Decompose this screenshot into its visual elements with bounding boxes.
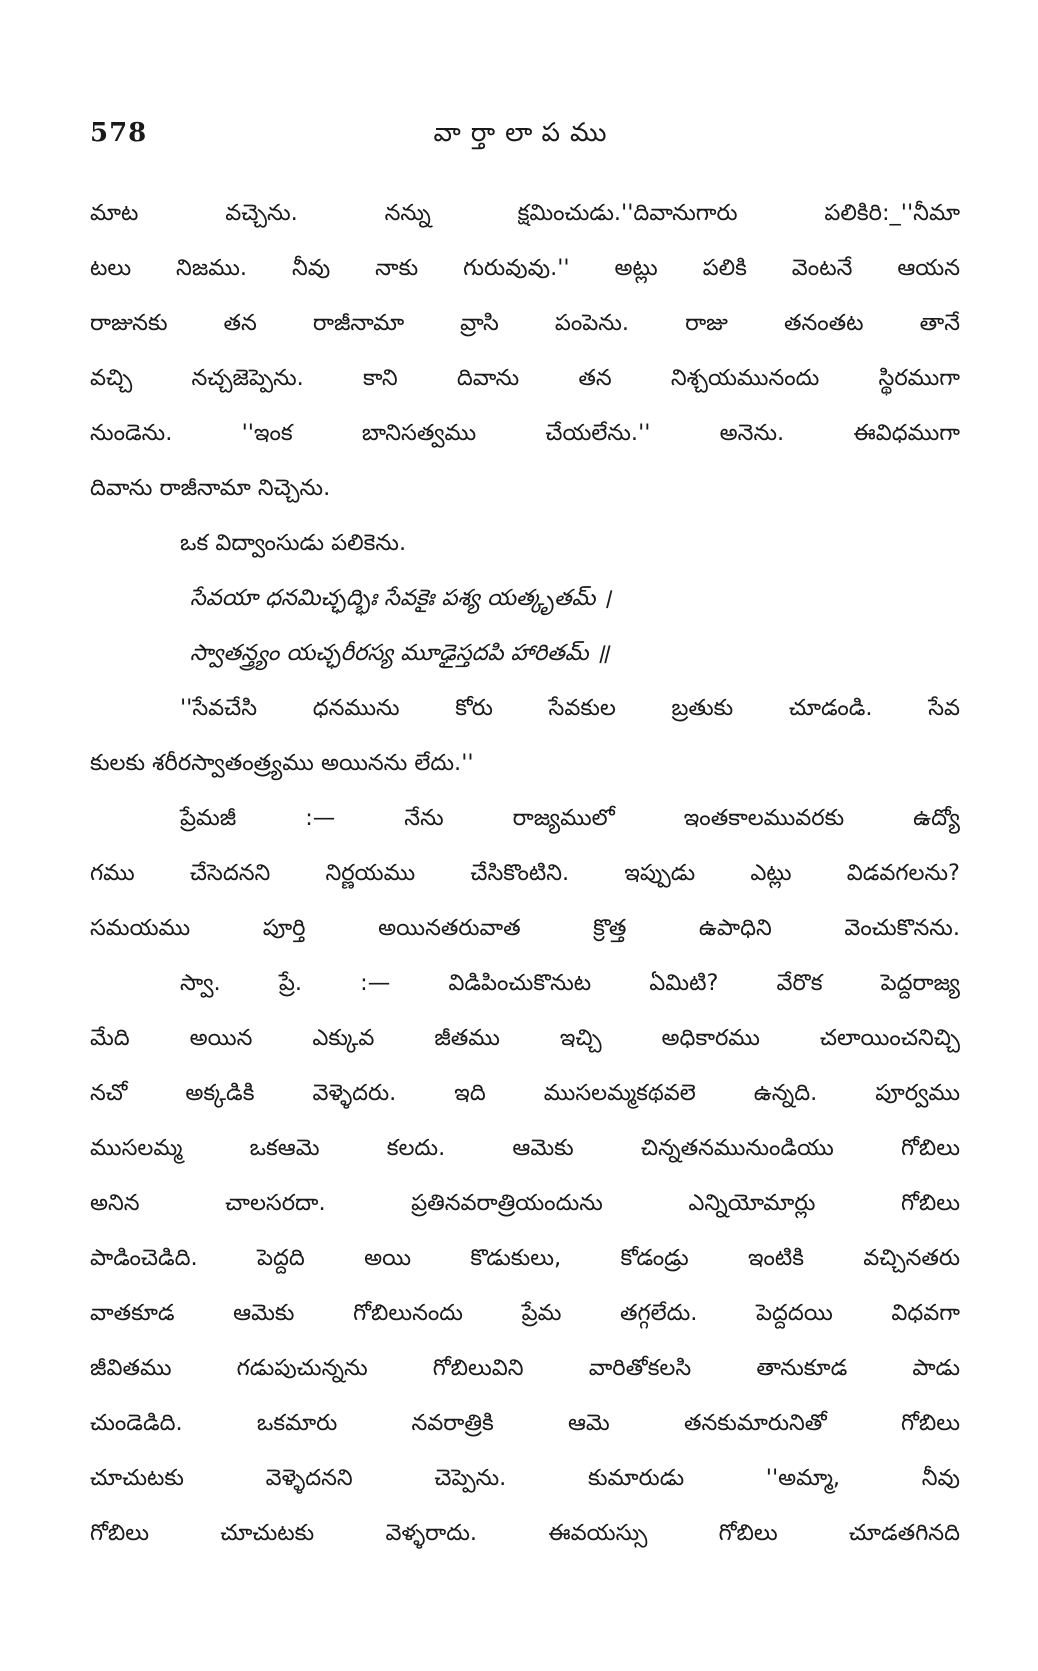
text-line: గోబిలు చూచుటకు వెళ్ళరాదు. ఈవయస్సు గోబిలు చూడతగినది bbox=[90, 1520, 960, 1546]
sanskrit-verse-line: సేవయా ధనమిచ్ఛద్భిః సేవకైః పశ్య యత్కృతమ్ । bbox=[190, 585, 612, 611]
body-text bbox=[90, 186, 960, 1561]
quote-intro-line: ఒక విద్వాంసుడు పలికెను. bbox=[180, 530, 407, 556]
text-line: రాజునకు తన రాజీనామా వ్రాసి పంపెను. రాజు తనంతట తానే bbox=[90, 310, 960, 336]
text-line: అనిన చాలసరదా. ప్రతినవరాత్రియందును ఎన్నియోమార్లు గోబిలు bbox=[90, 1190, 960, 1216]
text-line: దివాను రాజీనామా నిచ్చెను. bbox=[90, 475, 331, 501]
dialogue-line: ప్రేమజీ :— నేను రాజ్యములో ఇంతకాలమువరకు ఉద్యో bbox=[180, 805, 960, 831]
text-line: ''సేవచేసి ధనమును కోరు సేవకుల బ్రతుకు చూడండి. సేవ bbox=[180, 695, 960, 721]
text-line: చుండెడిది. ఒకమారు నవరాత్రికి ఆమె తనకుమారునితో గోబిలు bbox=[90, 1410, 960, 1436]
running-title: వార్తాలాపము bbox=[433, 118, 617, 148]
text-line: మాట వచ్చెను. నన్ను క్షమించుడు.''దివానుగారు పలికిరి:_''నీమా bbox=[90, 200, 960, 226]
page-header bbox=[90, 118, 960, 162]
text-line: వాతకూడ ఆమెకు గోబిలునందు ప్రేమ తగ్గలేదు. పెద్దదయి విధవగా bbox=[90, 1300, 960, 1326]
page-number: 578 bbox=[90, 118, 148, 148]
text-line: మేది అయిన ఎక్కువ జీతము ఇచ్చి అధికారము చలాయించనిచ్చి bbox=[90, 1025, 960, 1051]
text-line: ముసలమ్మ ఒకఆమె కలదు. ఆమెకు చిన్నతనమునుండియు గోబిలు bbox=[90, 1135, 960, 1161]
text-line: సమయము పూర్తి అయినతరువాత క్రొత్త ఉపాధిని వెంచుకొనను. bbox=[90, 915, 960, 941]
text-line: కులకు శరీరస్వాతంత్ర్యము అయినను లేదు.'' bbox=[90, 750, 474, 776]
text-line: నచో అక్కడికి వెళ్ళెదరు. ఇది ముసలమ్మకథవలె ఉన్నది. పూర్వము bbox=[90, 1080, 960, 1106]
text-line: పాడించెడిది. పెద్దది అయి కొడుకులు, కోడండ్రు ఇంటికి వచ్చినతరు bbox=[90, 1245, 960, 1271]
text-line: నుండెను. ''ఇంక బానిసత్వము చేయలేను.'' అనెను. ఈవిధముగా bbox=[90, 420, 960, 446]
text-line: గము చేసెదనని నిర్ణయము చేసికొంటిని. ఇప్పుడు ఎట్లు విడవగలను? bbox=[90, 860, 960, 886]
sanskrit-verse-line: స్వాతన్త్ర్యం యచ్ఛరీరస్య మూఢైస్తదపి హారితమ్ ॥ bbox=[190, 640, 610, 666]
text-line: టలు నిజము. నీవు నాకు గురువువు.'' అట్లు పలికి వెంటనే ఆయన bbox=[90, 255, 960, 281]
text-line: చూచుటకు వెళ్ళెదనని చెప్పెను. కుమారుడు ''అమ్మా, నీవు bbox=[90, 1465, 960, 1491]
text-line: వచ్చి నచ్చజెప్పెను. కాని దివాను తన నిశ్చయమునందు స్థిరముగా bbox=[90, 365, 960, 391]
text-line: జీవితము గడుపుచున్నను గోబిలువిని వారితోకలసి తానుకూడ పాడు bbox=[90, 1355, 960, 1381]
dialogue-line: స్వా. ప్రే. :— విడిపించుకొనుట ఏమిటి? వేరొక పెద్దరాజ్య bbox=[180, 970, 960, 996]
